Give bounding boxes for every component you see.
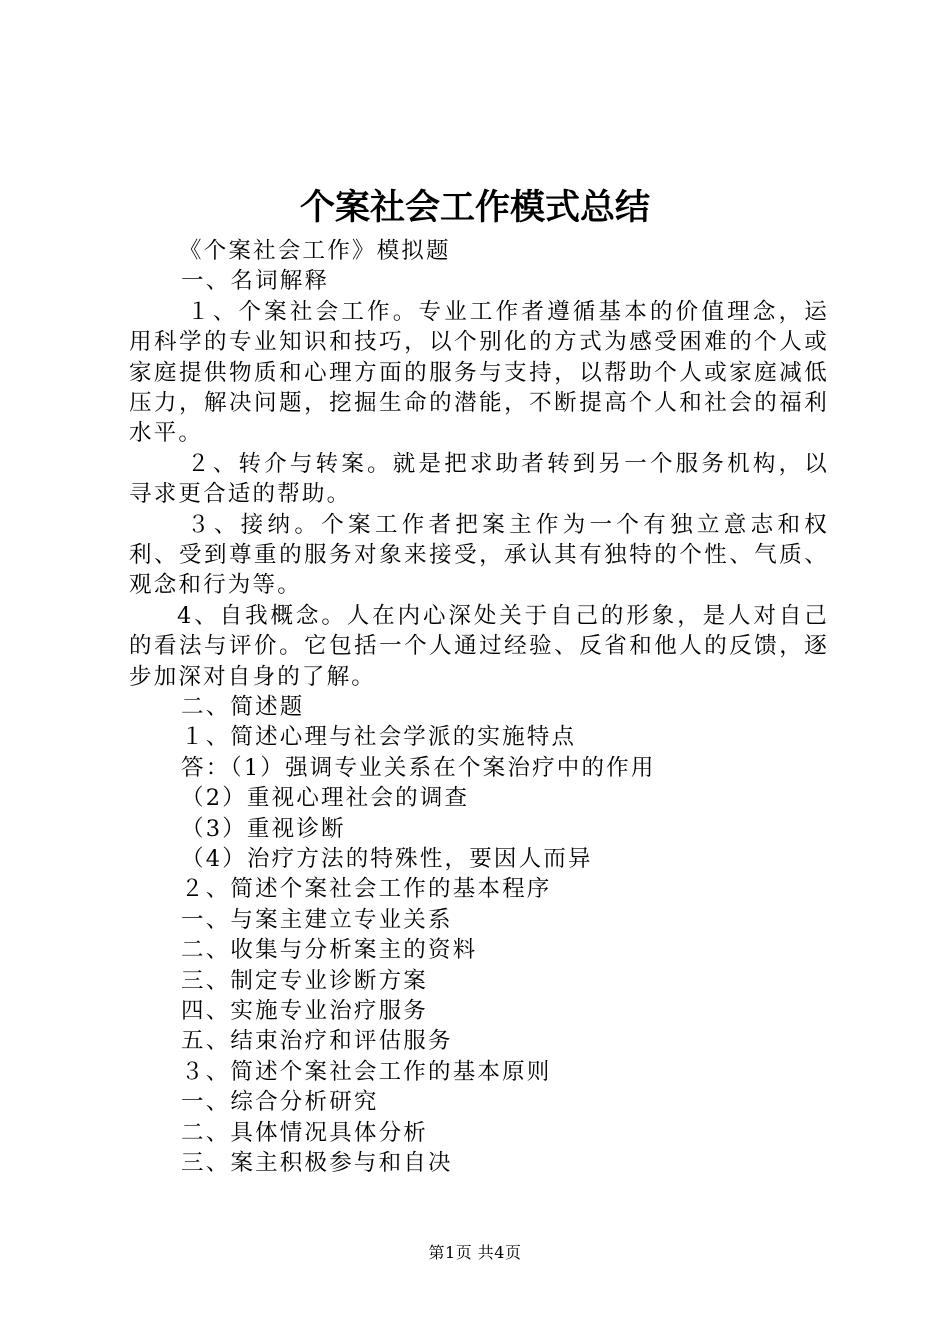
definition-paragraph-4: 4、自我概念。人在内心深处关于自己的形象，是人对自己的看法与评价。它包括一个人通过经验、反省和他人的反馈，逐步加深对自身的了解。 — [129, 602, 829, 690]
subtitle: 《个案社会工作》模拟题 — [179, 238, 451, 264]
answer-line-2: （2）重视心理社会的调查 — [181, 785, 470, 812]
question-3: ３、简述个案社会工作的基本原则 — [181, 1058, 552, 1085]
procedure-item-4: 四、实施专业治疗服务 — [181, 997, 429, 1024]
answer-line-3: （3）重视诊断 — [181, 815, 346, 842]
section-heading-2: 二、简述题 — [181, 694, 305, 721]
definition-paragraph-2: ２、转介与转案。就是把求助者转到另一个服务机构，以寻求更合适的帮助。 — [129, 450, 829, 508]
page-footer: 第1页 共4页 — [428, 1243, 522, 1262]
document-body — [129, 236, 829, 1178]
answer-line-4: （4）治疗方法的特殊性，要因人而异 — [181, 846, 593, 873]
document-title: 个案社会工作模式总结 — [299, 188, 650, 228]
principle-item-2: 二、具体情况具体分析 — [181, 1119, 429, 1146]
answer-line-1: 答：（1）强调专业关系在个案治疗中的作用 — [181, 754, 656, 781]
procedure-item-1: 一、与案主建立专业关系 — [181, 906, 453, 933]
principle-item-3: 三、案主积极参与和自决 — [181, 1149, 453, 1176]
procedure-item-2: 二、收集与分析案主的资料 — [181, 937, 478, 964]
principle-item-1: 一、综合分析研究 — [181, 1089, 379, 1116]
procedure-item-5: 五、结束治疗和评估服务 — [181, 1028, 453, 1055]
definition-paragraph-3: ３、接纳。个案工作者把案主作为一个有独立意志和权利、受到尊重的服务对象来接受，承认其有独特的个性、气质、观念和行为等。 — [129, 511, 829, 599]
section-heading-1: 一、名词解释 — [181, 268, 330, 295]
procedure-item-3: 三、制定专业诊断方案 — [181, 967, 429, 994]
question-1: １、简述心理与社会学派的实施特点 — [181, 724, 577, 751]
definition-paragraph-1: １、个案社会工作。专业工作者遵循基本的价值理念，运用科学的专业知识和技巧，以个别化的方式为感受困难的个人或家庭提供物质和心理方面的服务与支持，以帮助个人或家庭减低压力，解决问题，挖掘生命的潜能，不断提高个人和社会的福利水平。 — [129, 298, 829, 447]
question-2: ２、简述个案社会工作的基本程序 — [181, 876, 552, 903]
